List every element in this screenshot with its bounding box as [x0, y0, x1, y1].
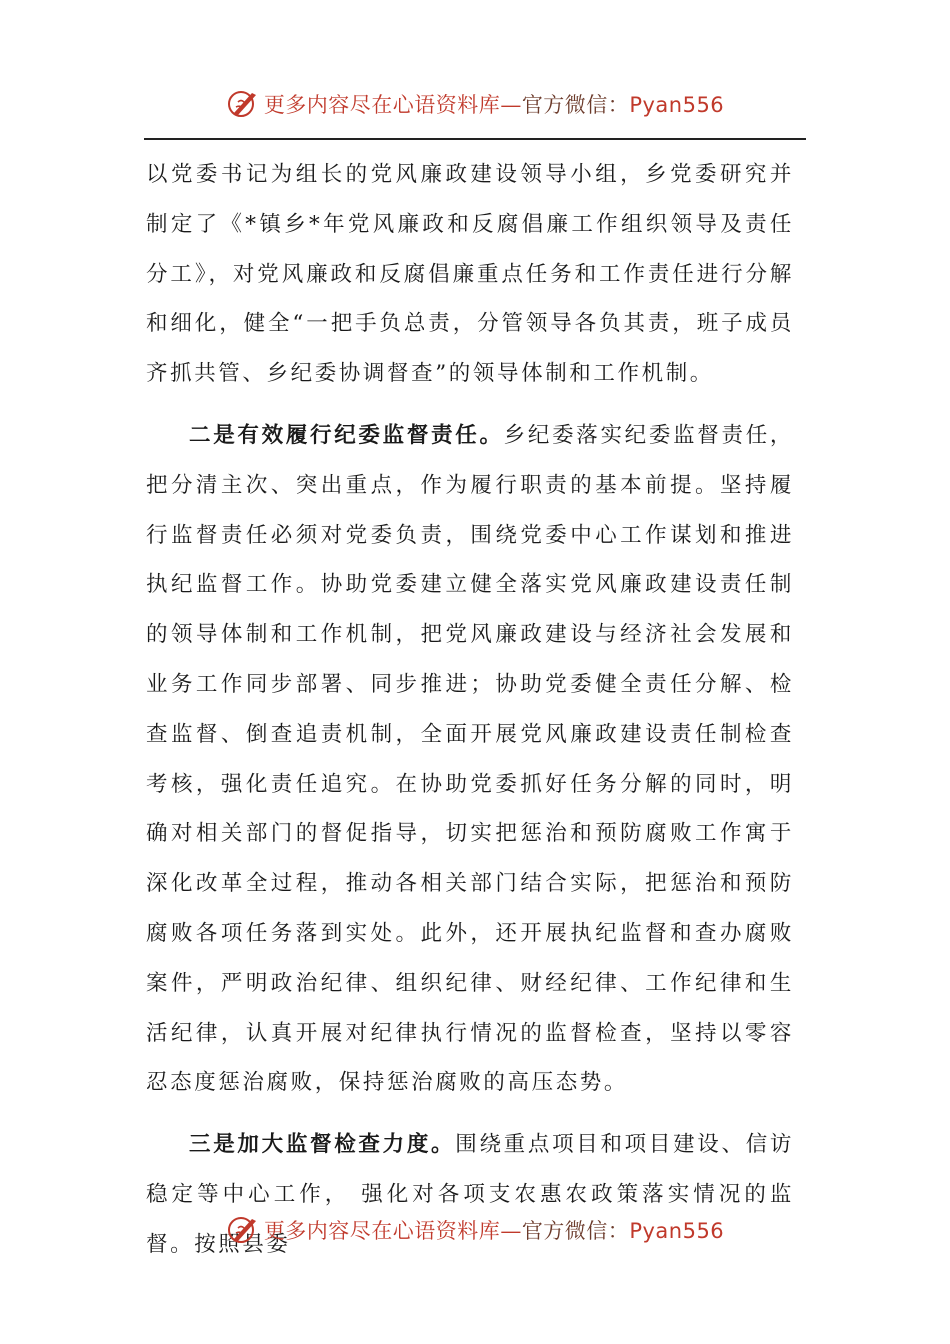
header-watermark: [0, 84, 950, 124]
watermark-text: [264, 1215, 724, 1245]
paragraph-3-text: 围绕重点项目和项目建设、信访稳定等中心工作， 强化对各项支农惠农政策落实情况的监督。按照县委: [146, 1132, 794, 1257]
quill-logo-icon: [226, 1213, 260, 1247]
paragraph-2: [146, 411, 794, 1108]
document-body: [146, 150, 794, 1270]
paragraph-1: [146, 150, 794, 399]
watermark-wechat-id: Pyan556: [629, 1219, 725, 1243]
paragraph-1-text: 以党委书记为组长的党风廉政建设领导小组，乡党委研究并制定了《*镇乡*年党风廉政和反腐倡廉工作组织领导及责任分工》，对党风廉政和反腐倡廉重点任务和工作责任进行分解和细化，健全“一把手负总责，分管领导各负其责，班子成员齐抓共管、乡纪委协调督查”的领导体制和工作机制。: [146, 162, 794, 387]
paragraph-2-lead: 二是有效履行纪委监督责任。: [189, 422, 504, 448]
quill-logo-icon: [226, 87, 260, 121]
watermark-wechat-id: Pyan556: [629, 93, 725, 117]
watermark-title: 更多内容尽在心语资料库: [263, 93, 501, 117]
watermark-label: 官方微信：: [521, 1219, 630, 1243]
watermark-separator: —: [500, 1219, 522, 1243]
watermark-title: 更多内容尽在心语资料库: [263, 1219, 501, 1243]
watermark-text: [264, 89, 724, 119]
header-rule: [144, 138, 806, 140]
watermark-separator: —: [500, 93, 522, 117]
paragraph-3-lead: 三是加大监督检查力度。: [189, 1132, 456, 1158]
footer-watermark: [0, 1210, 950, 1250]
watermark-label: 官方微信：: [521, 93, 630, 117]
paragraph-2-text: 乡纪委落实纪委监督责任，把分清主次、突出重点，作为履行职责的基本前提。坚持履行监督责任必须对党委负责，围绕党委中心工作谋划和推进执纪监督工作。协助党委建立健全落实党风廉政建设责任制的领导体制和工作机制，把党风廉政建设与经济社会发展和业务工作同步部署、同步推进；协助党委健全责任分解、检查监督、倒查追责机制，全面开展党风廉政建设责任制检查考核，强化责任追究。在协助党委抓好任务分解的同时，明确对相关部门的督促指导，切实把惩治和预防腐败工作寓于深化改革全过程，推动各相关部门结合实际，把惩治和预防腐败各项任务落到实处。此外，还开展执纪监督和查办腐败案件，严明政治纪律、组织纪律、财经纪律、工作纪律和生活纪律，认真开展对纪律执行情况的监督检查，坚持以零容忍态度惩治腐败，保持惩治腐败的高压态势。: [146, 422, 794, 1096]
